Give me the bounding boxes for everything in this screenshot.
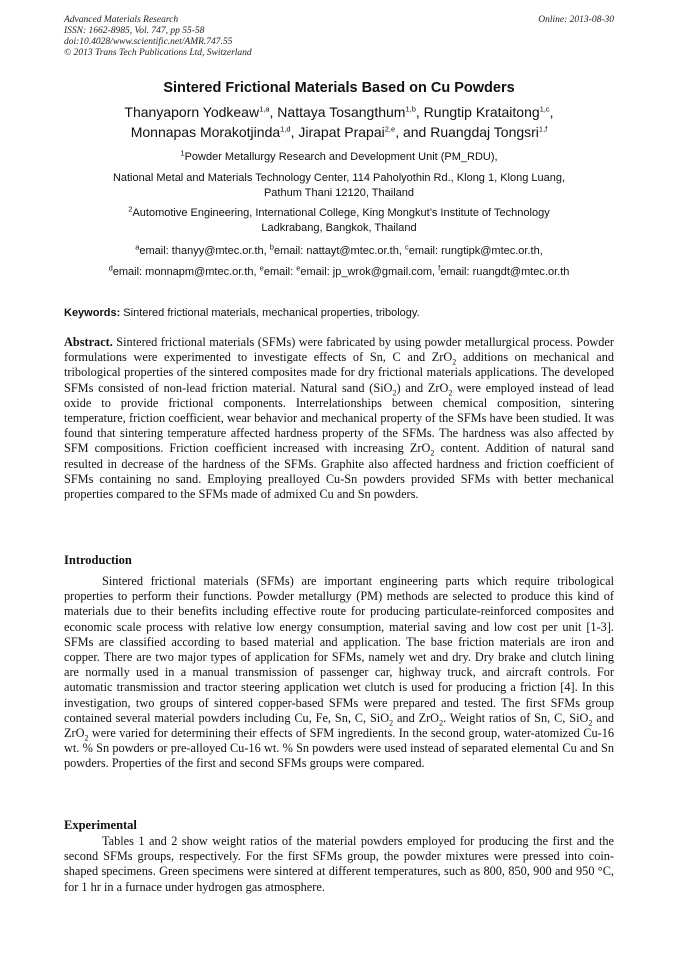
email-text: email: thanyy@mtec.or.th,: [139, 245, 270, 257]
journal-header: [64, 15, 252, 59]
email-text: email: monnapm@mtec.or.th,: [112, 266, 260, 278]
issn-line: ISSN: 1662-8985, Vol. 747, pp 55-58: [64, 26, 205, 36]
section-heading-introduction: Introduction: [64, 553, 132, 567]
affiliation-2: [50, 206, 628, 236]
email-text: email: nattayt@mtec.or.th,: [273, 245, 405, 257]
section-heading-experimental: Experimental: [64, 818, 137, 832]
affil-line: Automotive Engineering, International College, King Mongkut’s Institute of Technology: [132, 207, 550, 219]
abstract: Abstract. Sintered frictional materials (SFMs) were fabricated by using powder metallurgical process. Powder formulations were experimented to investigate effects of Sn, C and ZrO$_2$ additions on mechanical and tribological properties of the sintered composites made for dry frictional materials applications. The developed SFMs consisted of non-lead friction material. Natural sand (SiO$_2$) and ZrO$_2$ were employed instead of lead oxide to provide frictional components. Interrelationships between chemical composition, sintering temperature, friction coefficient, wear behavior and mechanical property of the SFMs have been studied. It was found that sintering temperature affected hardness property of the SFMs. The hardness was also affected by SFM compositions. Friction coefficient increased with increasing ZrO$_2$ content. Addition of natural sand resulted in decrease of the hardness of the SFMs. Graphite also affected hardness and friction coefficient of SFMs containing no sand. Employing prealloyed Cu-Sn powders provided SFMs with better mechanical properties compared to the SFMs made of admixed Cu and Sn powders.: [64, 335, 615, 502]
doi-line: doi:10.4028/www.scientific.net/AMR.747.55: [64, 37, 233, 47]
author-name: Monnapas Morakotjinda: [130, 124, 281, 140]
author-name: Thanyaporn Yodkeaw: [124, 104, 260, 120]
email-line-2: $^d$email: monnapm@mtec.or.th, $^e$email: $^e$email: jp_wrok@gmail.com, $^f$email: ruangdt@mtec.or.th: [108, 263, 570, 278]
paper-title: Sintered Frictional Materials Based on Cu Powders: [163, 80, 515, 96]
copyright-line: © 2013 Trans Tech Publications Ltd, Switzerland: [64, 48, 252, 58]
email-line-1: $^a$email: thanyy@mtec.or.th, $^b$email: nattayt@mtec.or.th, $^c$email: rungtipk@mtec.or.th,: [135, 242, 543, 257]
email-text: email: rungtipk@mtec.or.th,: [408, 245, 543, 257]
abstract-label: Abstract.: [64, 335, 113, 349]
journal-name: Advanced Materials Research: [64, 15, 179, 25]
author-affil-mark: 2,e: [384, 124, 396, 134]
author-name: , Jirapat Prapai: [290, 124, 385, 140]
keywords-label: Keywords:: [64, 307, 121, 319]
introduction-paragraph: Sintered frictional materials (SFMs) are important engineering parts which require tribological properties to perform their functions. Powder metallurgy (PM) methods are selected to produce this kind of materials due to their benefits including effective route for producing particulate-reinforced composites and economic scale process with relative low energy consumption, material saving and low cost per unit [1-3]. SFMs are classified according to based material and application. The base friction materials are iron and copper. There are two major types of application for SFMs, namely wet and dry. Dry brake and clutch lining are normally used in a manual transmission of passenger car, highway truck, and aircraft controls. For automatic transmission and tractor steering application wet clutch is used for producing a friction [4]. In this investigation, two groups of sintered copper-based SFMs were prepared and tested. The first SFMs group contained several material powders including Cu, Fe, Sn, C, SiO$_2$ and ZrO$_2$. Weight ratios of Sn, C, SiO$_2$ and ZrO$_2$ were varied for determining their effects of SFM ingredients. In the second group, water-atomized Cu-16 wt. % Sn powders or pre-alloyed Cu-16 wt. % Sn powders were used instead of separated elemental Cu and Sn powders. Properties of the first and second SFMs groups were compared.: [64, 574, 614, 771]
email-list: [50, 244, 628, 280]
author-affil-mark: 1,c: [539, 104, 550, 114]
affiliation-1: [50, 150, 628, 201]
affil-line: Powder Metallurgy Research and Development Unit (PM_RDU),: [184, 151, 498, 163]
experimental-paragraph: Tables 1 and 2 show weight ratios of the material powders employed for producing the first and the second SFMs groups, respectively. For the first SFMs group, the powder mixtures were pressed into coin-shaped specimens. Green specimens were sintered at different temperatures, such as 800, 850, 900 and 950 °C, for 1 hr in a furnace under hydrogen gas atmosphere.: [64, 834, 614, 894]
author-line-2: [40, 122, 638, 142]
author-separator: ,: [549, 104, 554, 120]
author-affil-mark: 1,b: [405, 104, 416, 114]
affil-line: Ladkrabang, Bangkok, Thailand: [261, 222, 417, 234]
author-name: , Nattaya Tosangthum: [269, 104, 406, 120]
affil-line: Pathum Thani 12120, Thailand: [263, 187, 415, 199]
keywords-text: Sintered frictional materials, mechanical properties, tribology.: [120, 307, 420, 319]
email-text: email: jp_wrok@gmail.com,: [300, 266, 439, 278]
email-text: email: ruangdt@mtec.or.th: [440, 266, 570, 278]
author-affil-mark: 1,f: [538, 124, 548, 134]
affil-line: National Metal and Materials Technology Center, 114 Paholyothin Rd., Klong 1, Klong Luang,: [112, 172, 566, 184]
author-list: [40, 102, 638, 142]
keywords: [64, 307, 614, 319]
author-affil-mark: 1,d: [280, 124, 291, 134]
affil-mark: 1: [180, 148, 185, 158]
author-line-1: [40, 102, 638, 122]
email-text: email:: [263, 266, 297, 278]
online-date: Online: 2013-08-30: [538, 15, 614, 25]
author-affil-mark: 1,a: [259, 104, 270, 114]
author-name: , and Ruangdaj Tongsri: [395, 124, 539, 140]
affil-mark: 2: [128, 204, 133, 214]
author-name: , Rungtip Krataitong: [415, 104, 540, 120]
